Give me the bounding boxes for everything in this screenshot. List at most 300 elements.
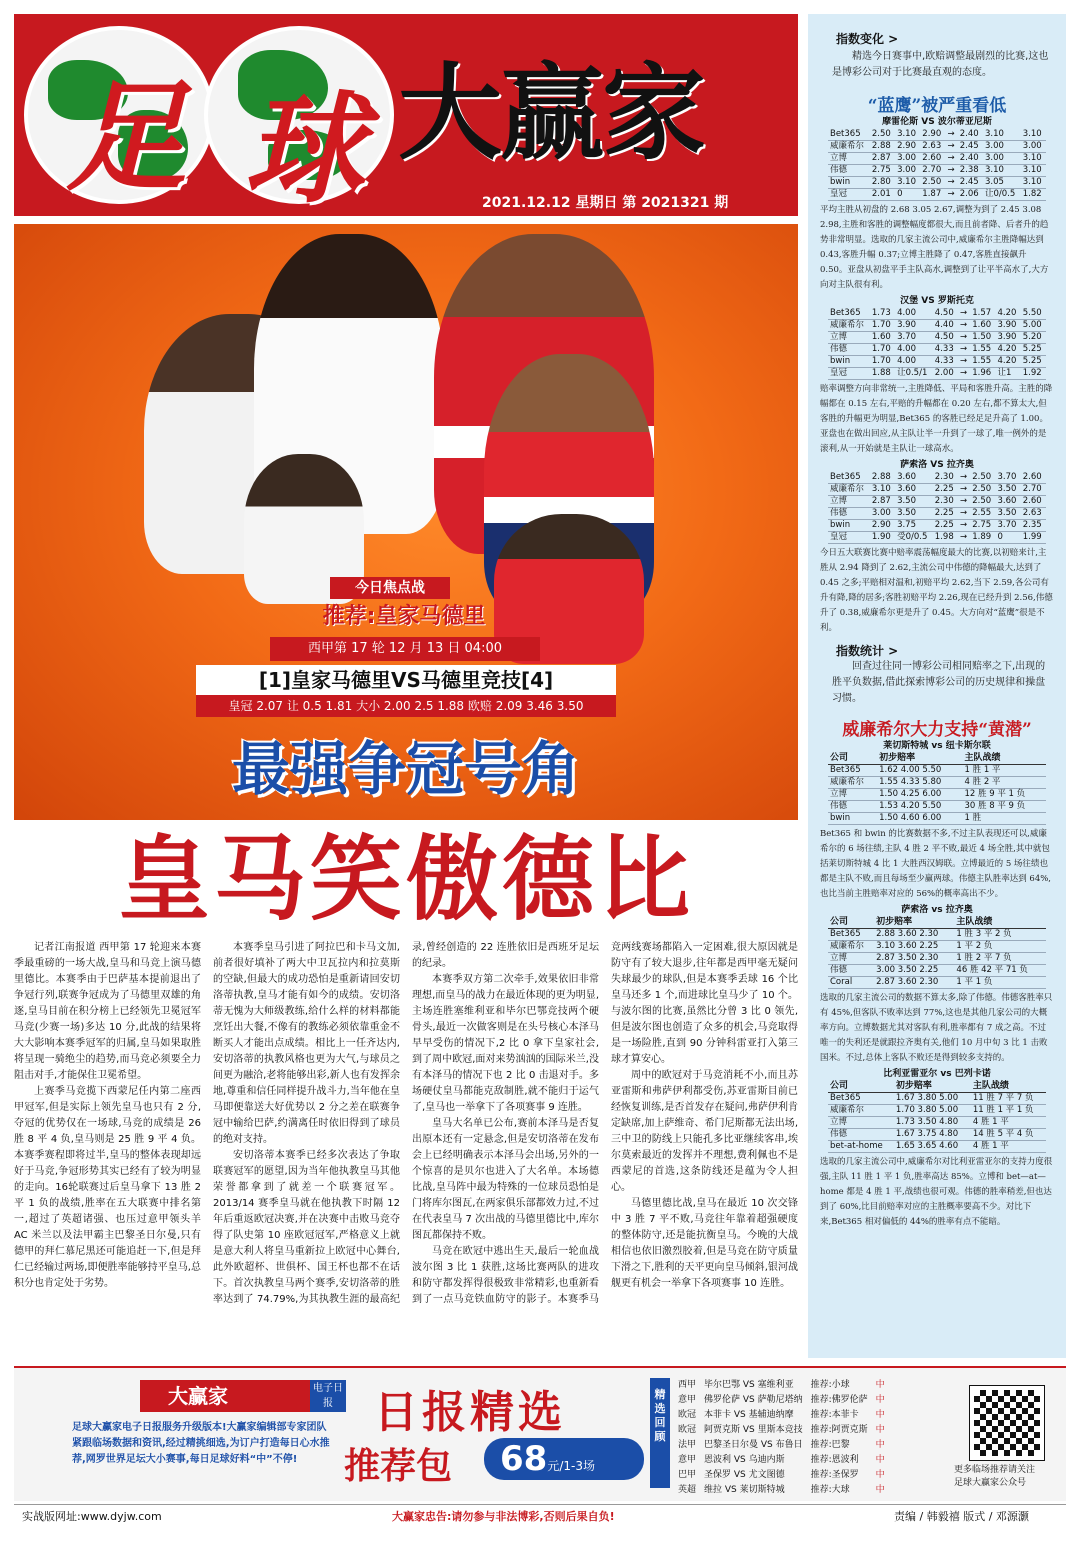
table-cell: →	[958, 344, 970, 356]
table-cell: 4.33	[933, 344, 958, 356]
review-cell: 中	[875, 1455, 885, 1465]
bottom-bar	[14, 1504, 1066, 1528]
table-cell: 2.30	[933, 496, 958, 508]
table-cell: 1.67 3.75 4.80	[894, 1129, 971, 1141]
table-cell: 3.70	[996, 472, 1021, 484]
table-cell: 1.70 3.80 5.00	[894, 1105, 971, 1117]
table-cell: 4.20	[996, 308, 1021, 320]
table-cell: 威廉希尔	[828, 777, 877, 789]
review-cell: 阿贾克斯 VS 里斯本竞技	[704, 1425, 803, 1435]
warning-text: 大赢家忠告:请勿参与非法博彩,否则后果自负!	[392, 1510, 615, 1523]
table-header: 初步赔率	[874, 917, 954, 929]
table-cell: 0	[895, 189, 920, 201]
analysis-6: 选取的几家主流公司中,威廉希尔对比利亚雷亚尔的支持力度很强,主队 11 胜 1 平 1 负,胜率高达 85%。立博和 bet—at—home 都是 4 胜 1 平,战绩也很可观。伟德的胜率稍差,但也达到了 60%,比目前赔率对应的主胜概率要高不少。对比下来,Bet365 相对偏低的 44%的胜率有点不能暗。	[820, 1157, 1053, 1227]
review-cell: 中	[875, 1470, 885, 1480]
table-cell: 2.60	[920, 153, 945, 165]
stats-table-1: 莱切斯特城 vs 纽卡斯尔联 公司 初步赔率 主队战绩 Bet365 1.62 4.00 5.50 1 胜 1 平 威廉希尔 1.55 4.33 5.80 4 胜 2 平 立博 1.50 4.25 6.00 12 胜 9 平 1 负 伟德 1.53 4.20 5.50 30 胜 8 平 9 负 bwin 1.50 4.60 6.00 1 胜	[828, 740, 1046, 825]
review-cell: 法甲	[678, 1440, 697, 1450]
review-row	[674, 1466, 889, 1481]
table-cell: 3.05	[983, 177, 1021, 189]
table-cell: Bet365	[828, 472, 870, 484]
table-cell: 立博	[828, 332, 870, 344]
table-cell: Bet365	[828, 765, 877, 777]
table-cell: 4.50	[933, 308, 958, 320]
table-cell: 3.00	[895, 165, 920, 177]
table-cell: 受0/0.5	[895, 532, 933, 544]
main-headline: 皇马笑傲德比	[117, 825, 694, 933]
analysis-2: 赔率调整方向非常统一,主胜降低、平局和客胜升高。主胜的降幅都在 0.15 左右,平赔的升幅都在 0.20 左右,都不算太大,但客胜的升幅更为明显,Bet365 的客胜已经足足升高了 1.00。亚盘也在做出回应,从主队让半一升到了一球了,唯一例外的是滚利,从一开始就是主队让一球高水。	[820, 384, 1053, 454]
table-header: 公司	[828, 753, 877, 765]
table-cell: →	[946, 153, 958, 165]
review-cell: 西甲	[678, 1380, 697, 1390]
table-cell: 2.25	[933, 484, 958, 496]
review-cell: 英超	[678, 1485, 697, 1495]
table-cell: 11 胜 7 平 7 负	[971, 1093, 1046, 1105]
table-row	[828, 1117, 1046, 1129]
review-cell: 中	[875, 1395, 885, 1405]
masthead	[14, 14, 798, 220]
table-cell: Bet365	[828, 129, 870, 141]
table-cell: →	[958, 368, 970, 380]
table-cell: 1.50 4.60 6.00	[877, 813, 962, 825]
ad-title: 日报精选	[374, 1387, 566, 1438]
table-cell: 1.92	[1021, 368, 1046, 380]
table-cell: 14 胜 5 平 4 负	[971, 1129, 1046, 1141]
review-cell: 欧冠	[678, 1410, 697, 1420]
table-cell: 3.10	[895, 129, 920, 141]
table-row	[828, 532, 1046, 544]
qr-code[interactable]	[970, 1386, 1044, 1460]
table-cell: →	[946, 177, 958, 189]
table-cell: 2.45	[958, 177, 983, 189]
table-cell: →	[946, 165, 958, 177]
review-cell: 推荐:本菲卡	[810, 1410, 859, 1420]
table-cell: 4.33	[933, 356, 958, 368]
table-cell: 2.88	[870, 141, 895, 153]
table-cell: →	[958, 496, 970, 508]
review-row	[674, 1421, 889, 1436]
table-cell: 2.50	[920, 177, 945, 189]
review-cell: 圣保罗 VS 尤文图德	[704, 1470, 785, 1480]
review-row	[674, 1481, 889, 1496]
table-cell: 1.73 3.50 4.80	[894, 1117, 971, 1129]
table-cell: 3.10	[870, 484, 895, 496]
table-row	[828, 977, 1046, 989]
table-cell: 2.63	[920, 141, 945, 153]
table-cell: 3.00	[1021, 141, 1046, 153]
table-header: 主队战绩	[954, 917, 1046, 929]
table-header: 主队战绩	[971, 1081, 1046, 1093]
table-cell: 1 平 2 负	[954, 941, 1046, 953]
table-cell: bwin	[828, 813, 877, 825]
table-cell: 2.25	[933, 520, 958, 532]
table-cell: 3.00 3.50 2.25	[874, 965, 954, 977]
table-cell: 3.10	[1021, 165, 1046, 177]
table-cell: 3.60	[996, 496, 1021, 508]
table-row	[828, 153, 1046, 165]
review-cell: 本菲卡 VS 基辅迪纳摩	[704, 1410, 794, 1420]
table-cell: 1.55	[970, 356, 995, 368]
table-cell: 3.50	[895, 496, 933, 508]
table-header: 初步赔率	[894, 1081, 971, 1093]
review-cell: 意甲	[678, 1395, 697, 1405]
focus-label: 今日焦点战	[330, 577, 450, 599]
table-cell: 3.10	[1021, 129, 1046, 141]
table-cell: 46 胜 42 平 71 负	[954, 965, 1046, 977]
table-cell: 3.00	[983, 153, 1021, 165]
table-cell: 3.50	[996, 484, 1021, 496]
review-cell: 推荐:圣保罗	[810, 1470, 859, 1480]
ad-subtitle: 推荐包	[344, 1445, 453, 1487]
table-cell: 让0/0.5	[983, 189, 1021, 201]
table-cell: 2.88	[870, 472, 895, 484]
table-cell: 3.50	[996, 508, 1021, 520]
matchup-banner: [1]皇家马德里VS马德里竞技[4]	[196, 665, 616, 695]
table-cell: 4.00	[895, 344, 933, 356]
table-cell: 3.10	[1021, 153, 1046, 165]
table-cell: 3.10	[983, 129, 1021, 141]
article-paragraph: 皇马大名单已公布,赛前本泽马是否复出原本还有一定悬念,但是安切洛蒂在发布会上已经明确表示本泽马会出场,另外的一个惊喜的是贝尔也进入了大名单。本场德比战,皇马阵中最为特殊的一位球员恐怕是门将库尔图瓦,在两家俱乐部都效力过,不过在代表皇马 7 次出战的马德里德比中,库尔图瓦都保持不败。	[412, 1118, 599, 1241]
table-cell: 2.63	[1021, 508, 1046, 520]
price-value: 68	[500, 1439, 548, 1479]
table-cell: 5.20	[1021, 332, 1046, 344]
table-cell: 2.80	[870, 177, 895, 189]
review-cell: 佛罗伦萨 VS 萨勒尼塔纳	[704, 1395, 803, 1405]
table-row	[828, 1093, 1046, 1105]
table-cell: 2.50	[870, 129, 895, 141]
table-row	[828, 484, 1046, 496]
subscription-ad	[14, 1366, 1066, 1501]
table-cell: 威廉希尔	[828, 484, 870, 496]
table-cell: 1.70	[870, 356, 895, 368]
table-cell: 2.50	[970, 472, 995, 484]
article-paragraph: 本赛季双方第二次牵手,效果依旧非常理想,而皇马的战力在最近体现的更为明显,主场连胜塞维利亚和毕尔巴鄂竞技两个硬骨头,最近一次做客则是在头号核心本泽马早早受伤的情况下,2 比 0 拿下皇家社会,到了周中欧冠,面对来势汹汹的国际米兰,没有本泽马的情况下也 2 比 0 击退对手。多场硬仗皇马都能克敌制胜,就不能归于运气了,皇马也一举拿下了各项赛事 9 连胜。	[412, 974, 599, 1113]
table-cell: 1 胜 1 平	[963, 765, 1046, 777]
table-row	[828, 344, 1046, 356]
newspaper-title: 大赢家	[398, 51, 705, 174]
article-paragraph: 周中的欧冠对于马竞消耗不小,而且苏亚雷斯和弗萨伊利都受伤,苏亚雷斯目前已经恢复训练,是否首发存在疑问,弗萨伊利肯定缺席,加上萨维奇、希门尼斯都无法出场,三中卫的防线上只能孔多比亚继续客串,埃尔莫索最近的发挥并不理想,费利佩也不是西蒙尼的首选,这条防线还是蕴为令人担心。	[611, 1070, 798, 1193]
table-row	[828, 320, 1046, 332]
table-row	[828, 789, 1046, 801]
article-paragraph: 本赛季皇马引进了阿拉巴和卡马文加,前者很好填补了两大中卫瓦拉内和拉莫斯的空缺,但最大的成功恐怕是重新请回安切洛蒂执教,皇马才能有如今的成绩。安切洛蒂无愧为大师级教练,给什么样的材料都能烹饪出大餐,不像有的教练必须依靠重金不断买人才能出点成绩。相比上一任齐达内,安切洛蒂的执教风格也更为大气,与球员之间更为融洽,老将能够出彩,新人也有发挥余地,尊重和信任同样提升战斗力,当年他在皇马即便靠送大好优势以 2 分之差在联赛争冠中输给巴萨,约满离任时依旧得到了球员的绝对支持。	[213, 942, 400, 1145]
table-cell: 3.10	[895, 177, 920, 189]
table-row	[828, 965, 1046, 977]
table-row	[828, 1129, 1046, 1141]
table-cell: →	[958, 508, 970, 520]
review-cell: 中	[875, 1380, 885, 1390]
table-cell: →	[958, 484, 970, 496]
table-row	[828, 141, 1046, 153]
section-headline-2: 威廉希尔大力支持“黄潜”	[842, 720, 1032, 740]
review-table	[674, 1376, 889, 1496]
table-header: 主队战绩	[963, 753, 1046, 765]
recommendation: 推荐:皇家马德里	[322, 604, 486, 629]
table-cell: 3.00	[983, 141, 1021, 153]
review-cell: 中	[875, 1440, 885, 1450]
table-row	[828, 801, 1046, 813]
table-row	[828, 308, 1046, 320]
odds-line: 皇冠 2.07 让 0.5 1.81 大小 2.00 2.5 1.88 欧赔 2.09 3.46 3.50	[196, 695, 616, 717]
index-change-heading: 指数变化 >	[836, 32, 899, 46]
table-cell: 11 胜 1 平 1 负	[971, 1105, 1046, 1117]
table-cell: 1.98	[933, 532, 958, 544]
table-cell: 2.90	[895, 141, 920, 153]
table-cell: 伟德	[828, 508, 870, 520]
review-cell: 中	[875, 1485, 885, 1495]
index-stats-intro: 回查过往同一博彩公司相同赔率之下,出现的胜平负数据,借此探索博彩公司的历史规律和操盘习惯。	[832, 661, 1046, 704]
article-paragraph: 马德里德比战,皇马在最近 10 次交锋中 3 胜 7 平不败,马竞往年靠着超强硬度的整体防守,还是能抗衡皇马。今晚的大战相信也依旧激烈胶着,但是马竞在防守质量下滑之下,胜利的天平更向皇马倾斜,银河战舰更有机会一举拿下各项赛事 10 连胜。	[611, 1198, 798, 1289]
table-cell: 4 胜 2 平	[963, 777, 1046, 789]
table-cell: 2.50	[970, 496, 995, 508]
review-cell: 推荐:大球	[810, 1485, 850, 1495]
table-cell: 5.00	[1021, 320, 1046, 332]
table-cell: 立博	[828, 789, 877, 801]
table-cell: 2.00	[933, 368, 958, 380]
table-cell: 3.00	[895, 153, 920, 165]
table-cell: 3.75	[895, 520, 933, 532]
table-cell: 伟德	[828, 344, 870, 356]
table-cell: 3.60	[895, 484, 933, 496]
table-cell: 立博	[828, 953, 874, 965]
match-info: 西甲第 17 轮 12 月 13 日 04:00	[270, 637, 540, 661]
qr-caption-line-1: 更多临场推荐请关注	[954, 1465, 1036, 1475]
website-url[interactable]: 实战版网址:www.dyjw.com	[22, 1510, 162, 1523]
table-cell: →	[958, 472, 970, 484]
table-row	[828, 165, 1046, 177]
table-cell: 1.57	[970, 308, 995, 320]
odds-table-3: 萨索洛 VS 拉齐奥 Bet365 2.88 3.60 2.30 → 2.50 3.70 2.60 威廉希尔 3.10 3.60 2.25 → 2.50 3.50 2.70 立博 2.87 3.50 2.30 → 2.50 3.60 2.60 伟德 3.00 3.50 2.25 → 2.55 3.50 2.63 bwin 2.90 3.75 2.25 → 2.75 3.70 2.35 皇冠 1.90 受0/0.5 1.98 → 1.89 0 1.99	[828, 459, 1046, 544]
table-cell: 威廉希尔	[828, 320, 870, 332]
review-row	[674, 1451, 889, 1466]
table-cell: 伟德	[828, 1129, 894, 1141]
analysis-5: 选取的几家主流公司的数据不算太多,除了伟德。伟德客胜率只有 45%,但客队不败率达到 77%,这也是其他几家公司的大概率方向。立博数据尤其对客队有利,胜率都有 7 成之高。不过唯一的失利还是就跟拉齐奥有关,他们 10 月中旬 3 比 1 击败国米。不过,总体上客队不败还是得到较多支持的。	[820, 993, 1053, 1063]
table-cell: →	[958, 356, 970, 368]
review-cell: 推荐:阿贾克斯	[810, 1425, 868, 1435]
review-cell: 推荐:恩波利	[810, 1455, 859, 1465]
table-cell: 2.90	[920, 129, 945, 141]
price-tag	[484, 1438, 644, 1480]
table-row	[828, 941, 1046, 953]
table-cell: 2.75	[870, 165, 895, 177]
table-cell: 2.88 3.60 2.30	[874, 929, 954, 941]
table-cell: 1.99	[1021, 532, 1046, 544]
table-cell: 1.82	[1021, 189, 1046, 201]
table-cell: 2.87	[870, 153, 895, 165]
review-cell: 恩波利 VS 乌迪内斯	[704, 1455, 785, 1465]
table-row	[828, 777, 1046, 789]
review-row	[674, 1406, 889, 1421]
qr-caption	[954, 1464, 1064, 1490]
table-row	[828, 1141, 1046, 1153]
review-cell: 推荐:巴黎	[810, 1440, 850, 1450]
table-cell: 2.30	[933, 472, 958, 484]
analysis-1: 平均主胜从初盘的 2.68 3.05 2.67,调整为到了 2.45 3.08 2.98,主胜和客胜的调整幅度都很大,而且前者降、后者升的趋势非常明显。选取的几家主流公司中,威廉希尔主胜降幅达到 0.43,客胜升幅 0.37;立博主胜降了 0.47,客胜直接飙升 0.50。亚盘从初盘平手主队高水,调整到了让平半高水了,大方向对主队很有利。	[820, 205, 1049, 290]
table-cell: 威廉希尔	[828, 141, 870, 153]
table-cell: 2.75	[970, 520, 995, 532]
table-row	[828, 520, 1046, 532]
table-row	[828, 332, 1046, 344]
sidebar	[808, 14, 1066, 1358]
table-cell: 3.50	[895, 508, 933, 520]
table-row	[828, 368, 1046, 380]
table-cell: 2.60	[1021, 496, 1046, 508]
table-cell: 2.01	[870, 189, 895, 201]
table-cell: 2.70	[1021, 484, 1046, 496]
table-cell: 威廉希尔	[828, 941, 874, 953]
table-cell: 1.90	[870, 532, 895, 544]
table-cell: 4 胜 1 平	[971, 1117, 1046, 1129]
qr-caption-line-2: 足球大赢家公众号	[954, 1478, 1027, 1488]
table-cell: 1.70	[870, 320, 895, 332]
article-paragraph: 上赛季马竞揽下西蒙尼任内第二座西甲冠军,但是实际上领先皇马也只有 2 分,夺冠的优势仅在一场球,马竞的成绩是 26 胜 8 平 4 负,皇马则是 25 胜 9 平 4 负。本赛季赛程即将过半,皇马的整体表现却远好于马竞,争冠形势其实已经有了较为明显的走向。16轮联赛过后皇马拿下 13 胜 2 平 1 负的战绩,胜率在五大联赛中排名第一,超过了英超诸强、也压过意甲领头羊 AC 米兰以及法甲霸主巴黎圣日尔曼,只有德甲的拜仁慕尼黑还可能追赶一下,但是拜仁已经输过两场,即便胜率能够持平皇马,总积分也肯定处于劣势。	[14, 1086, 201, 1289]
review-cell: 毕尔巴鄂 VS 塞维利亚	[704, 1380, 794, 1390]
table-cell: 2.50	[970, 484, 995, 496]
table-row	[828, 929, 1046, 941]
table-header: 初步赔率	[877, 753, 962, 765]
table-cell: 3.10	[983, 165, 1021, 177]
dateline: 2021.12.12 星期日 第 2021321 期	[482, 195, 729, 211]
table-row	[828, 496, 1046, 508]
table-cell: Bet365	[828, 308, 870, 320]
logo-char-1: 足	[66, 67, 186, 208]
table-cell: 立博	[828, 153, 870, 165]
table-cell: →	[946, 141, 958, 153]
table-cell: 1.62 4.00 5.50	[877, 765, 962, 777]
table-cell: 2.90	[870, 520, 895, 532]
table-row	[828, 129, 1046, 141]
table-cell: 1.67 3.80 5.00	[894, 1093, 971, 1105]
table-row	[828, 953, 1046, 965]
review-cell: 推荐:佛罗伦萨	[810, 1395, 868, 1405]
table-cell: 2.60	[1021, 472, 1046, 484]
table-cell: 1.60	[870, 332, 895, 344]
table-cell: →	[958, 320, 970, 332]
table-cell: 1.50	[970, 332, 995, 344]
table-cell: 3.60	[895, 472, 933, 484]
odds-table-2: 汉堡 VS 罗斯托克 Bet365 1.73 4.00 4.50 → 1.57 4.20 5.50 威廉希尔 1.70 3.90 4.40 → 1.60 3.90 5.00 立博 1.60 3.70 4.50 → 1.50 3.90 5.20 伟德 1.70 4.00 4.33 → 1.55 4.20 5.25 bwin 1.70 4.00 4.33 → 1.55 4.20 5.25 皇冠 1.88 让0.5/1 2.00 → 1.96 让1 1.92	[828, 295, 1046, 380]
table-cell: 1.55 4.33 5.80	[877, 777, 962, 789]
table-row	[828, 813, 1046, 825]
table-cell: bwin	[828, 520, 870, 532]
table-cell: 2.55	[970, 508, 995, 520]
table-header: 公司	[828, 917, 874, 929]
table-cell: 威廉希尔	[828, 1105, 894, 1117]
table-cell: 2.70	[920, 165, 945, 177]
table-cell: 1 胜 3 平 2 负	[954, 929, 1046, 941]
table-row	[828, 508, 1046, 520]
table-cell: 伟德	[828, 965, 874, 977]
logo-char-2: 球	[244, 79, 364, 220]
article-paragraph: 安切洛蒂本赛季已经多次表达了争取联赛冠军的愿望,因为当年他执教皇马其他荣誉都拿到了就差一个联赛冠军。2013/14 赛季皇马就在他执教下时隔 12 年后重返欧冠决赛,并在决赛中击败马竞夺得了队史第 10 座欧冠冠军,严格意义上就是意大利人将皇马重新拉上欧冠中心舞台,此外欧超杯、世俱杯、国王杯也都不在话下。首次执教皇马两个赛季,安切洛蒂的胜率达到了 74.79%,为其执教生涯的最高纪录,曾经创造的 22 连胜依旧是西班牙足坛的纪录。	[213, 942, 599, 1305]
table-row	[828, 765, 1046, 777]
review-cell: 意甲	[678, 1455, 697, 1465]
table-cell: 4.40	[933, 320, 958, 332]
table-cell: 1.88	[870, 368, 895, 380]
index-stats-heading: 指数统计 >	[836, 644, 899, 658]
table-cell: 立博	[828, 1117, 894, 1129]
table-cell: 1 平 1 负	[954, 977, 1046, 989]
table-cell: 1 胜 2 平 7 负	[954, 953, 1046, 965]
article-body	[14, 940, 798, 1360]
article-paragraph: 记者江南报道 西甲第 17 轮迎来本赛季最重磅的一场大战,皇马和马竞上演马德里德比。本赛季由于巴萨基本提前退出了争冠行列,联赛争冠成为了马德里双雄的角逐,皇马目前在积分榜上已经领先卫冕冠军马竞(少赛一场)多达 10 分,此战的结果将大大影响本赛季冠军的归属,皇马如果取胜将呈现一骑绝尘的趋势,而马竞必须要全力阻击对手,才能保住卫冕希望。	[14, 942, 201, 1081]
table-cell: 4.50	[933, 332, 958, 344]
table-cell: 1.55	[970, 344, 995, 356]
table-cell: 0	[996, 532, 1021, 544]
table-cell: Bet365	[828, 1093, 894, 1105]
table-cell: 让1	[996, 368, 1021, 380]
table-row	[828, 1105, 1046, 1117]
table-cell: 让0.5/1	[895, 368, 933, 380]
table-cell: 2.87 3.60 2.30	[874, 977, 954, 989]
review-cell: 推荐:小球	[810, 1380, 850, 1390]
table-cell: 30 胜 8 平 9 负	[963, 801, 1046, 813]
table-cell: 1.73	[870, 308, 895, 320]
table-cell: 5.50	[1021, 308, 1046, 320]
table-cell: 2.38	[958, 165, 983, 177]
section-headline-1: “蓝鹰”被严重看低	[867, 96, 1007, 116]
table-cell: 4.20	[996, 356, 1021, 368]
e-paper-badge: 电子日报	[310, 1380, 346, 1412]
table-cell: 3.90	[895, 320, 933, 332]
table-cell: 2.87	[870, 496, 895, 508]
table-cell: bet-at-home	[828, 1141, 894, 1153]
review-row	[674, 1376, 889, 1391]
table-cell: 1.89	[970, 532, 995, 544]
table-cell: 5.25	[1021, 356, 1046, 368]
table-cell: 2.06	[958, 189, 983, 201]
odds-table-1: 摩雷伦斯 VS 波尔蒂亚尼斯 Bet365 2.50 3.10 2.90 → 2.40 3.10 3.10 威廉希尔 2.88 2.90 2.63 → 2.45 3.00 3.00 立博 2.87 3.00 2.60 → 2.40 3.00 3.10 伟德 2.75 3.00 2.70 → 2.38 3.10 3.10 bwin 2.80 3.10 2.50 → 2.45 3.05 3.10 皇冠 2.01 0 1.87 → 2.06 让0/0.5 1.82	[828, 116, 1046, 201]
price-unit: 元/1-3场	[547, 1459, 595, 1473]
editor-credit: 责编 / 韩毅禧 版式 / 邓源灏	[894, 1510, 1029, 1523]
review-cell: 维拉 VS 莱切斯特城	[704, 1485, 785, 1495]
table-row	[828, 356, 1046, 368]
review-cell: 巴甲	[678, 1470, 697, 1480]
table-cell: 伟德	[828, 801, 877, 813]
table-cell: 伟德	[828, 165, 870, 177]
table-row	[828, 189, 1046, 201]
table-cell: 12 胜 9 平 1 负	[963, 789, 1046, 801]
table-cell: 2.25	[933, 508, 958, 520]
table-cell: 5.25	[1021, 344, 1046, 356]
review-cell: 中	[875, 1410, 885, 1420]
table-cell: 1.70	[870, 344, 895, 356]
table-cell: 1.50 4.25 6.00	[877, 789, 962, 801]
table-cell: 1.60	[970, 320, 995, 332]
table-cell: 3.90	[996, 332, 1021, 344]
table-cell: →	[958, 520, 970, 532]
review-cell: 中	[875, 1425, 885, 1435]
table-cell: 1.53 4.20 5.50	[877, 801, 962, 813]
table-cell: 4 胜 1 平	[971, 1141, 1046, 1153]
table-cell: 2.40	[958, 153, 983, 165]
table-cell: Coral	[828, 977, 874, 989]
table-cell: 皇冠	[828, 368, 870, 380]
table-cell: 2.40	[958, 129, 983, 141]
stats-table-3: 比利亚雷亚尔 vs 巴列卡诺 公司 初步赔率 主队战绩 Bet365 1.67 3.80 5.00 11 胜 7 平 7 负 威廉希尔 1.70 3.80 5.00 11 胜 1 平 1 负 立博 1.73 3.50 4.80 4 胜 1 平 伟德 1.67 3.75 4.80 14 胜 5 平 4 负 bet-at-home 1.65 3.65 4.60 4 胜 1 平	[828, 1068, 1046, 1153]
table-cell: 3.70	[996, 520, 1021, 532]
table-header: 公司	[828, 1081, 894, 1093]
review-row	[674, 1436, 889, 1451]
table-cell: 3.00	[870, 508, 895, 520]
table-cell: bwin	[828, 356, 870, 368]
table-cell: →	[946, 129, 958, 141]
table-cell: 3.10 3.60 2.25	[874, 941, 954, 953]
table-cell: 3.70	[895, 332, 933, 344]
review-cell: 欧冠	[678, 1425, 697, 1435]
stats-table-2: 萨索洛 vs 拉齐奥 公司 初步赔率 主队战绩 Bet365 2.88 3.60 2.30 1 胜 3 平 2 负 威廉希尔 3.10 3.60 2.25 1 平 2 负 立博 2.87 3.50 2.30 1 胜 2 平 7 负 伟德 3.00 3.50 2.25 46 胜 42 平 71 负 Coral 2.87 3.60 2.30 1 平 1 负	[828, 904, 1046, 989]
analysis-4: Bet365 和 bwin 的比赛数据不多,不过主队表现还可以,威廉希尔的 6 场往绩,主队 4 胜 2 平不败,最近 4 场全胜,其中就包括莱切斯特城 4 比 1 大胜西汉姆联。立博最近的 5 场往绩也都是主队不败,而且每场至少赢两球。伟德主队胜率达到 64%,也比当前主胜赔率对应的 56%的概率高出不少。	[820, 829, 1052, 899]
table-cell: →	[946, 189, 958, 201]
